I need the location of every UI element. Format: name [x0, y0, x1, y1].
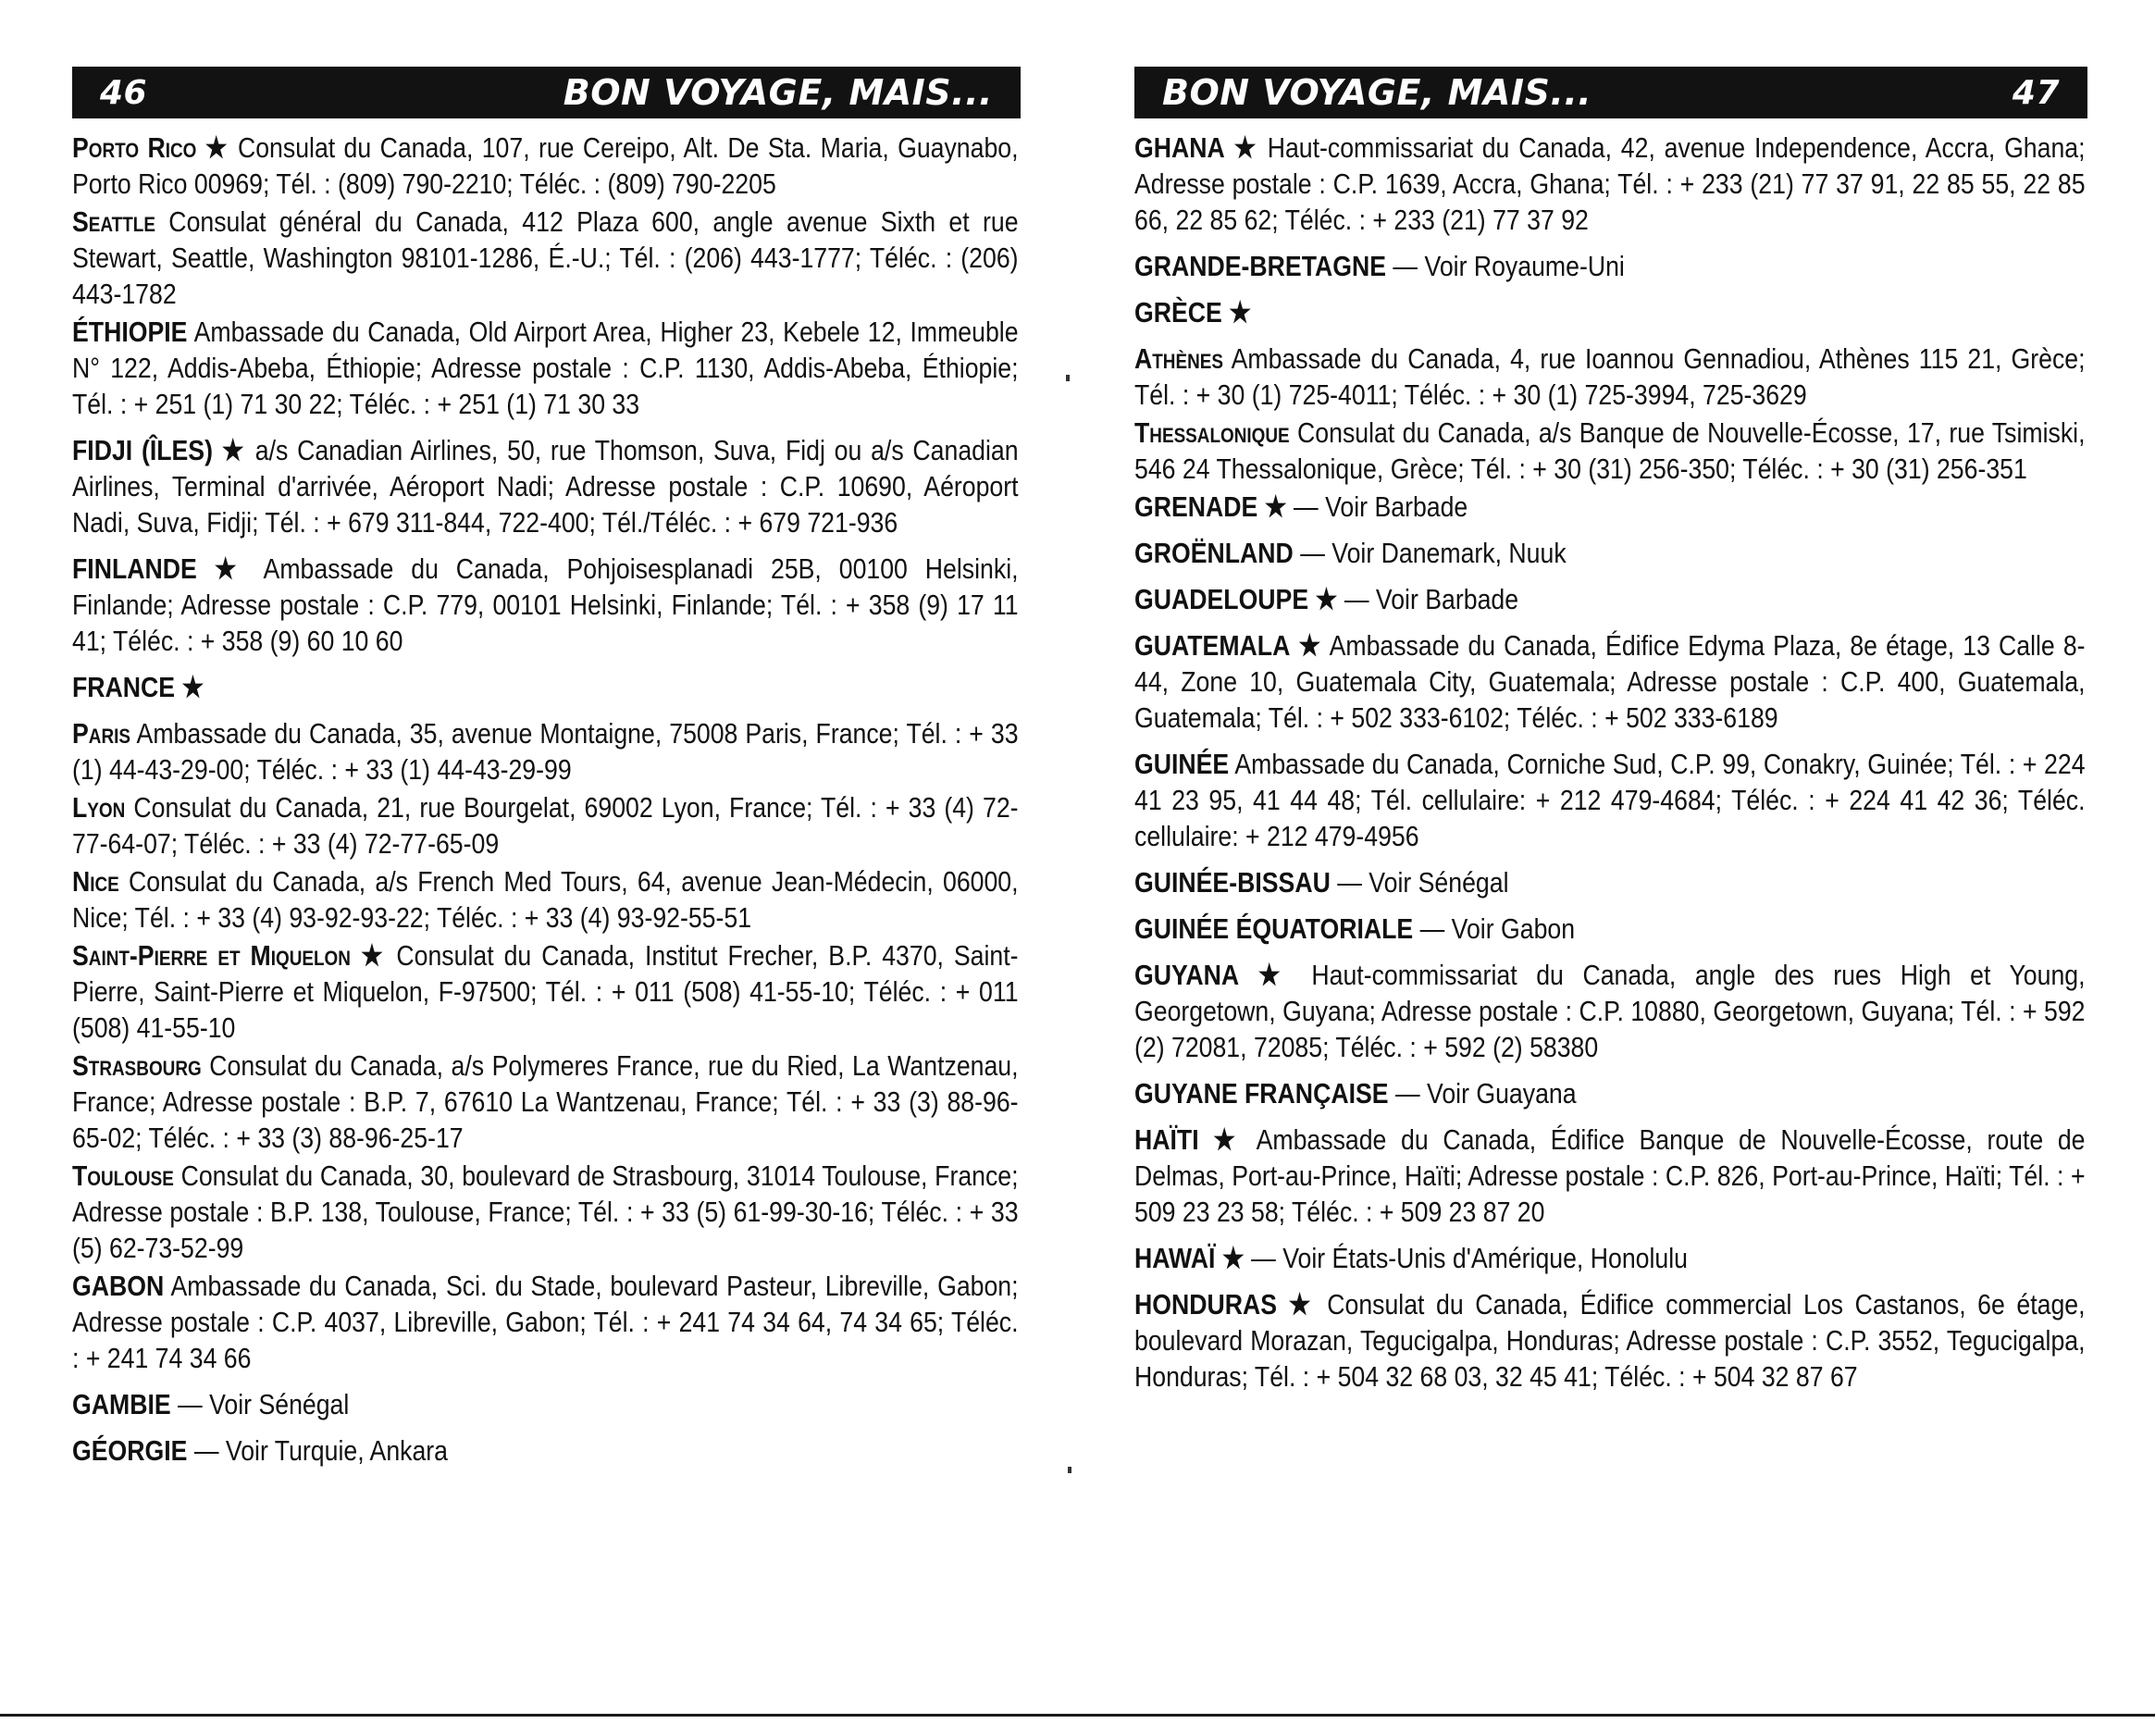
directory-entry: [72, 204, 1019, 312]
star-icon: ★: [1298, 629, 1322, 662]
directory-entries: [1134, 130, 2087, 1395]
star-icon: ★: [204, 131, 229, 164]
entry-details: Ambassade du Canada, Édifice Banque de Nouvelle-Écosse, route de Delmas, Port-au-Prince, Haïti; Adresse postale : C.P. 826, Port-au-Prince, Haïti; Tél. : + 509 23 23 58; Téléc. : + 509 23 87 20: [1134, 1123, 2086, 1228]
directory-entry: [72, 1268, 1019, 1376]
directory-entry: [1134, 535, 2086, 571]
entry-details: Haut-commissariat du Canada, 42, avenue Independence, Accra, Ghana; Adresse postale : C.P. 1639, Accra, Ghana; Tél. : + 233 (21) 77 37 91, 22 85 55, 22 85 66, 22 85 62; Téléc. : + 233 (21) 77 37 92: [1134, 131, 2086, 236]
entry-details: Consulat du Canada, 107, rue Cereipo, Alt. De Sta. Maria, Guaynabo, Porto Rico 00969; Tél. : (809) 790-2210; Téléc. : (809) 790-2205: [72, 131, 1019, 200]
star-icon: ★: [214, 552, 248, 585]
country-name: GUADELOUPE: [1134, 583, 1309, 615]
star-icon: ★: [221, 434, 246, 466]
entry-details: — Voir Turquie, Ankara: [187, 1434, 449, 1467]
directory-entry: [72, 130, 1019, 202]
directory-entry: [72, 1048, 1019, 1156]
country-name: GUYANE FRANÇAISE: [1134, 1077, 1389, 1110]
directory-entries: [72, 130, 1021, 1469]
entry-details: Ambassade du Canada, 4, rue Ioannou Gennadiou, Athènes 115 21, Grèce; Tél. : + 30 (1) 725-4011; Téléc. : + 30 (1) 725-3994, 725-3629: [1134, 342, 2086, 411]
country-name: GUINÉE-BISSAU: [1134, 866, 1331, 899]
entry-details: — Voir Sénégal: [1330, 866, 1509, 899]
entry-details: Consulat général du Canada, 412 Plaza 600, angle avenue Sixth et rue Stewart, Seattle, Washington 98101-1286, É.-U.; Tél. : (206) 443-1777; Téléc. : (206) 443-1782: [72, 205, 1019, 310]
city-name: Lyon: [72, 791, 126, 824]
city-name: Athènes: [1134, 342, 1223, 375]
entry-details: Consulat du Canada, a/s Polymeres France, rue du Ried, La Wantzenau, France; Adresse postale : B.P. 7, 67610 La Wantzenau, France; Tél. : + 33 (3) 88-96-65-02; Téléc. : + 33 (3) 88-96-25-17: [72, 1049, 1019, 1154]
star-icon: ★: [1229, 296, 1252, 329]
directory-entry: [1134, 864, 2086, 900]
directory-entry: [72, 1432, 1019, 1469]
directory-entry: [72, 937, 1019, 1046]
directory-entry: [72, 789, 1019, 862]
directory-entry: [1134, 489, 2086, 525]
directory-entry: [72, 1386, 1019, 1422]
country-name: FINLANDE: [72, 552, 197, 585]
country-name: GUINÉE ÉQUATORIALE: [1134, 912, 1414, 945]
directory-entry: [72, 1158, 1019, 1266]
country-name: GÉORGIE: [72, 1434, 188, 1467]
directory-entry: [1134, 746, 2086, 854]
country-name: GUYANA: [1134, 959, 1240, 991]
country-name: GRENADE: [1134, 490, 1258, 523]
directory-entry: [72, 863, 1019, 936]
directory-entry: [1134, 294, 2086, 330]
entry-details: Haut-commissariat du Canada, angle des rues High et Young, Georgetown, Guyana; Adresse postale : C.P. 10880, Georgetown, Guyana; Tél. : + 592 (2) 72081, 72085; Téléc. : + 592 (2) 58380: [1134, 959, 2086, 1063]
country-name: GUINÉE: [1134, 748, 1230, 780]
star-icon: ★: [181, 671, 204, 703]
city-name: Strasbourg: [72, 1049, 202, 1082]
entry-details: Ambassade du Canada, Pohjoisesplanadi 25B, 00100 Helsinki, Finlande; Adresse postale : C.P. 779, 00101 Helsinki, Finlande; Tél. : + 358 (9) 17 11 41; Téléc. : + 358 (9) 60 10 60: [72, 552, 1019, 657]
star-icon: ★: [1221, 1242, 1245, 1274]
directory-entry: [1134, 130, 2086, 238]
page-header: [72, 67, 1021, 118]
entry-details: Ambassade du Canada, 35, avenue Montaigne, 75008 Paris, France; Tél. : + 33 (1) 44-43-29-00; Téléc. : + 33 (1) 44-43-29-99: [72, 717, 1019, 786]
directory-entry: [72, 432, 1019, 540]
star-icon: ★: [1315, 583, 1338, 615]
star-icon: ★: [1213, 1123, 1244, 1156]
entry-details: Consulat du Canada, 30, boulevard de Strasbourg, 31014 Toulouse, France; Adresse postale : B.P. 138, Toulouse, France; Tél. : + 33 (5) 61-99-30-16; Téléc. : + 33 (5) 62-73-52-99: [72, 1159, 1019, 1264]
scan-mark: [1068, 1467, 1071, 1473]
running-title: BON VOYAGE, MAIS...: [563, 72, 993, 113]
star-icon: ★: [1257, 959, 1293, 991]
country-name: GHANA: [1134, 131, 1225, 164]
directory-entry: [1134, 1240, 2086, 1276]
city-name: Seattle: [72, 205, 155, 238]
city-name: Paris: [72, 717, 130, 750]
entry-details: Ambassade du Canada, Corniche Sud, C.P. 99, Conakry, Guinée; Tél. : + 224 41 23 95, 41 44 48; Tél. cellulaire: + 212 479-4684; Téléc. : + 224 41 42 36; Téléc. cellulaire: + 212 479-4956: [1134, 748, 2086, 852]
entry-details: Ambassade du Canada, Édifice Edyma Plaza, 8e étage, 13 Calle 8-44, Zone 10, Guatemala City, Guatemala; Adresse postale : C.P. 400, Guatemala, Guatemala; Tél. : + 502 333-6102; Téléc. : + 502 333-6189: [1134, 629, 2086, 734]
directory-entry: [1134, 1075, 2086, 1111]
left-page: [72, 67, 1021, 1695]
directory-entry: [1134, 415, 2086, 487]
entry-details: Consulat du Canada, Institut Frecher, B.P. 4370, Saint-Pierre, Saint-Pierre et Miquelon, F-97500; Tél. : + 011 (508) 41-55-10; Téléc. : + 011 (508) 41-55-10: [72, 939, 1019, 1044]
star-icon: ★: [1233, 131, 1258, 164]
entry-details: — Voir Gabon: [1413, 912, 1576, 945]
running-title: BON VOYAGE, MAIS...: [1162, 72, 1592, 113]
entry-details: — Voir Guayana: [1388, 1077, 1577, 1110]
city-name: Nice: [72, 865, 119, 898]
page-number: 47: [2012, 73, 2060, 112]
entry-details: — Voir Barbade: [1337, 583, 1519, 615]
city-name: Saint-Pierre et Miquelon: [72, 939, 351, 972]
star-icon: ★: [1288, 1288, 1316, 1321]
directory-entry: [1134, 627, 2086, 736]
entry-details: Consulat du Canada, a/s Banque de Nouvelle-Écosse, 17, rue Tsimiski, 546 24 Thessalonique, Grèce; Tél. : + 30 (31) 256-350; Téléc. : + 30 (31) 256-351: [1134, 416, 2086, 485]
page-number: 46: [100, 73, 148, 112]
directory-entry: [1134, 248, 2086, 284]
star-icon: ★: [1264, 490, 1287, 523]
country-name: GABON: [72, 1270, 165, 1302]
city-name: Thessalonique: [1134, 416, 1290, 449]
country-name: HONDURAS: [1134, 1288, 1278, 1321]
star-icon: ★: [360, 939, 387, 972]
scan-mark: [1066, 375, 1070, 381]
entry-details: — Voir Barbade: [1286, 490, 1468, 523]
directory-entry: [72, 314, 1019, 422]
entry-details: — Voir Sénégal: [170, 1388, 350, 1420]
city-name: Toulouse: [72, 1159, 174, 1192]
directory-entry: [1134, 1122, 2086, 1230]
directory-entry: [1134, 581, 2086, 617]
entry-details: Consulat du Canada, Édifice commercial Los Castanos, 6e étage, boulevard Morazan, Tegucigalpa, Honduras; Adresse postale : C.P. 3552, Tegucigalpa, Honduras; Tél. : + 504 32 68 03, 32 45 41; Téléc. : + 504 32 87 67: [1134, 1288, 2086, 1393]
country-name: GROËNLAND: [1134, 537, 1294, 569]
country-name: GRÈCE: [1134, 296, 1222, 329]
country-name: GUATEMALA: [1134, 629, 1291, 662]
page-header: [1134, 67, 2087, 118]
country-name: HAWAÏ: [1134, 1242, 1216, 1274]
country-name: GAMBIE: [72, 1388, 171, 1420]
country-name: FIDJI (ÎLES): [72, 434, 213, 466]
directory-entry: [72, 715, 1019, 787]
country-name: FRANCE: [72, 671, 176, 703]
entry-details: Consulat du Canada, a/s French Med Tours, 64, avenue Jean-Médecin, 06000, Nice; Tél. : + 33 (4) 93-92-93-22; Téléc. : + 33 (4) 93-92-55-51: [72, 865, 1019, 934]
page-bottom-rule: [0, 1714, 2155, 1717]
directory-entry: [1134, 1286, 2086, 1395]
entry-details: — Voir Royaume-Uni: [1386, 250, 1625, 282]
entry-details: a/s Canadian Airlines, 50, rue Thomson, Suva, Fidj ou a/s Canadian Airlines, Terminal d'arrivée, Aéroport Nadi; Adresse postale : C.P. 10690, Aéroport Nadi, Suva, Fidji; Tél. : + 679 311-844, 722-400; Tél./Téléc. : + 679 721-936: [72, 434, 1019, 539]
directory-entry: [72, 551, 1019, 659]
directory-entry: [1134, 911, 2086, 947]
directory-entry: [72, 669, 1019, 705]
entry-details: — Voir États-Unis d'Amérique, Honolulu: [1244, 1242, 1688, 1274]
entry-details: Ambassade du Canada, Old Airport Area, Higher 23, Kebele 12, Immeuble N° 122, Addis-Abeba, Éthiopie; Adresse postale : C.P. 1130, Addis-Abeba, Éthiopie; Tél. : + 251 (1) 71 30 22; Téléc. : + 251 (1) 71 30 33: [72, 316, 1019, 420]
country-name: ÉTHIOPIE: [72, 316, 188, 348]
entry-details: — Voir Danemark, Nuuk: [1293, 537, 1567, 569]
entry-details: Ambassade du Canada, Sci. du Stade, boulevard Pasteur, Libreville, Gabon; Adresse postale : C.P. 4037, Libreville, Gabon; Tél. : + 241 74 34 64, 74 34 65; Téléc. : + 241 74 34 66: [72, 1270, 1019, 1374]
right-page: [1134, 67, 2087, 1695]
city-name: Porto Rico: [72, 131, 197, 164]
country-name: GRANDE-BRETAGNE: [1134, 250, 1387, 282]
country-name: HAÏTI: [1134, 1123, 1199, 1156]
directory-entry: [1134, 341, 2086, 413]
entry-details: Consulat du Canada, 21, rue Bourgelat, 69002 Lyon, France; Tél. : + 33 (4) 72-77-64-07; Téléc. : + 33 (4) 72-77-65-09: [72, 791, 1019, 860]
directory-entry: [1134, 957, 2086, 1065]
